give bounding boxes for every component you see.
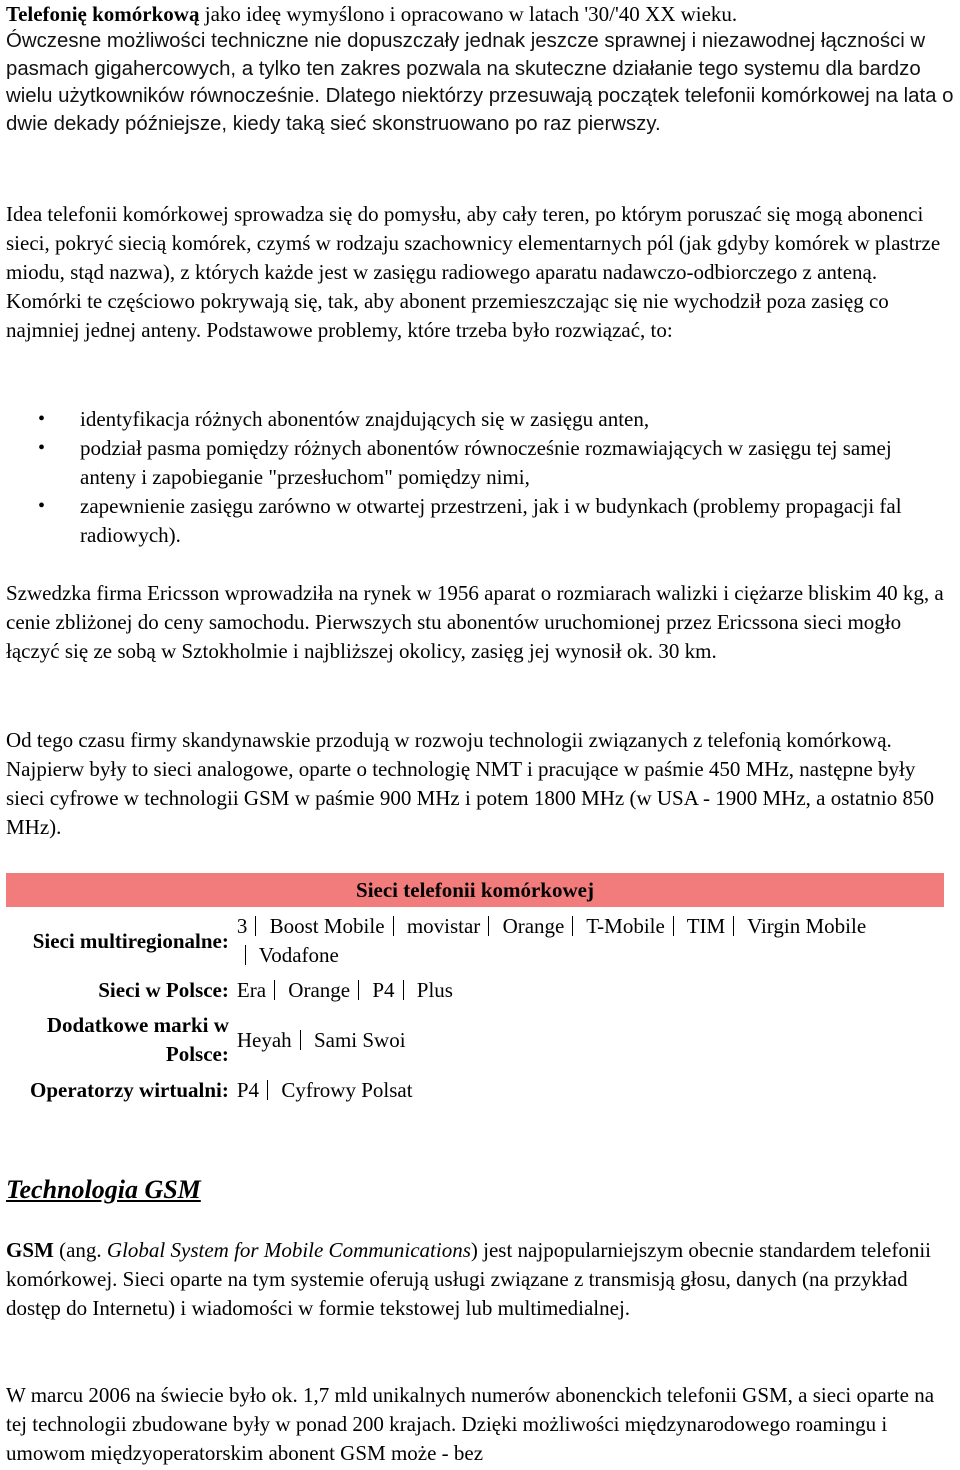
gsm-italic-term: Global System for Mobile Communications xyxy=(106,1238,471,1262)
networks-table xyxy=(30,910,873,1108)
separator-divider xyxy=(300,1030,301,1050)
operators-list xyxy=(237,1072,873,1108)
problem-item: • identyfikacja różnych abonentów znajdujących się w zasięgu anten, xyxy=(0,405,950,434)
operators-list xyxy=(237,1008,873,1072)
operator-name[interactable]: 3 xyxy=(236,914,248,938)
operators-list xyxy=(237,972,873,1008)
separator-divider xyxy=(267,1080,268,1100)
separator-divider xyxy=(488,916,489,936)
operator-name[interactable]: Orange xyxy=(502,914,565,938)
intro-bold-lead: Telefonię komórkową xyxy=(6,2,200,26)
separator-divider xyxy=(255,916,256,936)
separator-divider xyxy=(393,916,394,936)
networks-row xyxy=(30,1008,873,1072)
gsm-bold-lead: GSM xyxy=(6,1238,54,1262)
networks-row xyxy=(30,972,873,1008)
operator-name[interactable]: Plus xyxy=(416,977,453,1002)
networks-row-label: Dodatkowe marki w Polsce: xyxy=(46,1013,229,1066)
operator-name[interactable]: Boost Mobile xyxy=(269,914,385,938)
intro-continuation: Ówczesne możliwości techniczne nie dopuszczały jednak jeszcze sprawnej i niezawodnej łączności w pasmach gigahercowych, a tylko ten zakres pozwala na skuteczne działanie tego systemu dla bardzo wielu użytkowników równocześnie. Dlatego niektórzy przesuwają początek telefonii komórkowej na lata o dwie dekady późniejsze, kiedy taką sieć skonstruowano po raz pierwszy. xyxy=(6,30,954,135)
operator-name[interactable]: P4 xyxy=(236,1077,260,1102)
operator-name[interactable]: P4 xyxy=(372,977,395,1002)
separator-divider xyxy=(403,980,404,1000)
gsm-after-italic: ) jest najpopularniejszym obecnie standardem telefonii komórkowej. Sieci oparte na tym systemie oferują usługi związane z transmisją głosu, danych (na przykład dostęp do Internetu) i wiadomości w formie tekstowej lub multimedialnej. xyxy=(6,1238,931,1320)
networks-box-title: Sieci telefonii komórkowej xyxy=(6,873,944,907)
separator-divider xyxy=(673,916,674,936)
separator-divider xyxy=(358,980,359,1000)
operator-name[interactable]: movistar xyxy=(406,914,481,938)
separator-divider xyxy=(245,945,246,965)
intro-text: jako ideę wymyślono i opracowano w latach '30/'40 XX wieku. xyxy=(199,2,738,26)
operator-name[interactable]: Vodafone xyxy=(258,943,339,967)
operator-name[interactable]: Era xyxy=(236,977,267,1002)
operator-name[interactable]: TIM xyxy=(686,914,726,938)
networks-row-label: Sieci multiregionalne: xyxy=(32,928,229,953)
networks-row-label: Sieci w Polsce: xyxy=(98,977,229,1002)
separator-divider xyxy=(274,980,275,1000)
ericsson-paragraph: Szwedzka firma Ericsson wprowadziła na rynek w 1956 aparat o rozmiarach walizki i ciężarze bliskim 40 kg, a cenie zbliżonej do ceny samochodu. Pierwszych stu abonentów uruchomionej przez Ericssona sieci mogło łączyć się ze sobą w Sztokholmie i najbliższej okolicy, zasięg jej wynosił ok. 30 km. xyxy=(6,581,944,663)
scandinavian-paragraph: Od tego czasu firmy skandynawskie przodują w rozwoju technologii związanych z telefonią komórkową. Najpierw były to sieci analogowe, oparte o technologię NMT i pracujące w paśmie 450 MHz, następne były sieci cyfrowe w technologii GSM w paśmie 900 MHz i potem 1800 MHz (w USA - 1900 MHz, a ostatnio 850 MHz). xyxy=(6,728,934,839)
problem-item: • podział pasma pomiędzy różnych abonentów równocześnie rozmawiających w zasięgu tej samej anteny i zapobieganie "przesłuchom" pomiędzy nimi, xyxy=(0,434,950,492)
separator-divider xyxy=(733,916,734,936)
intro-paragraph xyxy=(6,0,954,29)
operators-list xyxy=(237,910,873,972)
separator-divider xyxy=(572,916,573,936)
idea-paragraph: Idea telefonii komórkowej sprowadza się do pomysłu, aby cały teren, po którym poruszać się mogą abonenci sieci, pokryć siecią komórek, czymś w rodzaju szachownicy elementarnych pól (jak gdyby komórek w plastrze miodu, stąd nazwa), z których każde jest w zasięgu radiowego aparatu nadawczo-odbiorczego z anteną. Komórki te częściowo pokrywają się, tak, aby abonent przemieszczając się nie wychodził poza zasięg co najmniej jednej anteny. Podstawowe problemy, które trzeba było rozwiązać, to: xyxy=(6,202,941,342)
operator-name[interactable]: Cyfrowy Polsat xyxy=(281,1077,413,1102)
march-paragraph: W marcu 2006 na świecie było ok. 1,7 mld unikalnych numerów abonenckich telefonii GSM, a sieci oparte na tej technologii zbudowane były w ponad 200 krajach. Dzięki możliwości międzynarodowego roamingu i umowom międzyoperatorskim abonent GSM może - bez xyxy=(6,1383,935,1465)
gsm-before-italic: (ang. xyxy=(53,1238,107,1262)
networks-row-label: Operatorzy wirtualni: xyxy=(30,1077,229,1102)
operator-name[interactable]: Heyah xyxy=(236,1027,292,1052)
operator-name[interactable]: Orange xyxy=(288,977,351,1002)
problem-item: • zapewnienie zasięgu zarówno w otwartej przestrzeni, jak i w budynkach (problemy propagacji fal radiowych). xyxy=(0,492,950,550)
gsm-heading: Technologia GSM xyxy=(6,1175,201,1204)
operator-name[interactable]: T-Mobile xyxy=(586,914,665,938)
gsm-paragraph xyxy=(6,1236,954,1323)
operator-name[interactable]: Sami Swoi xyxy=(313,1027,406,1052)
problems-list xyxy=(0,405,950,550)
networks-row xyxy=(30,1072,873,1108)
operator-name[interactable]: Virgin Mobile xyxy=(747,914,867,938)
networks-row xyxy=(30,910,873,972)
